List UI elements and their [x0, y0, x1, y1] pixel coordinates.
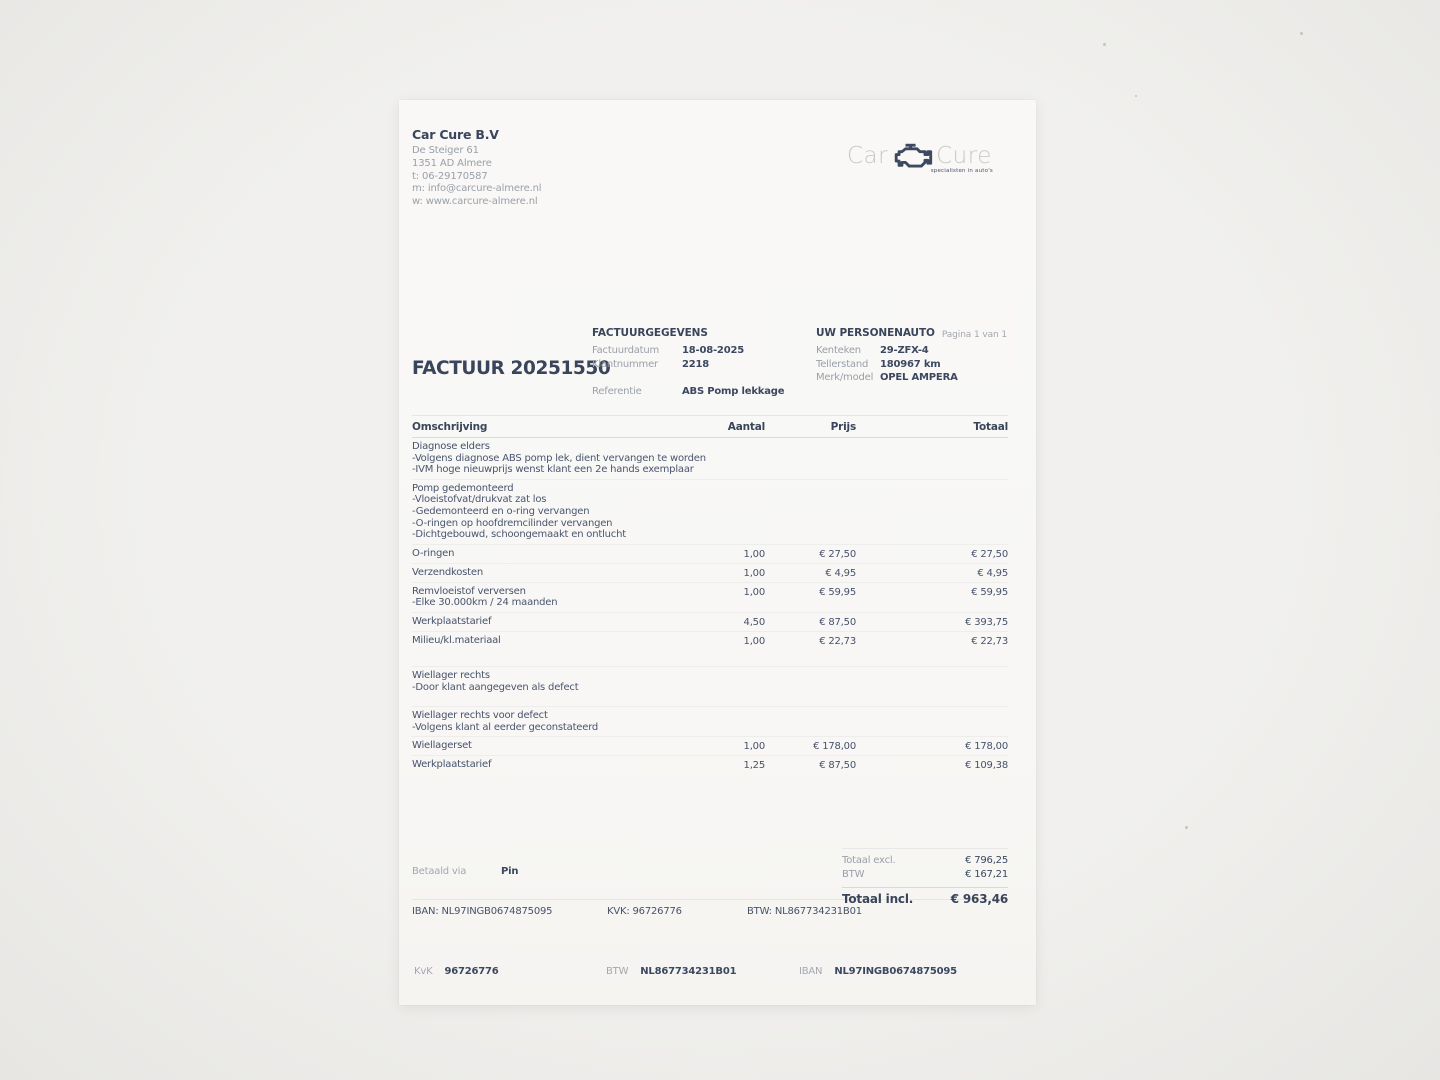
row-title: Verzendkosten	[412, 566, 483, 578]
field-value: 2218	[682, 358, 710, 370]
field-merkmodel	[816, 371, 1011, 385]
cell-aantal: 1,25	[743, 760, 765, 772]
website-line: w: www.carcure-almere.nl	[412, 196, 538, 208]
table-row	[412, 706, 1008, 736]
items-table	[412, 415, 1008, 774]
row-note: -Gedemonteerd en o-ring vervangen	[412, 505, 590, 517]
invoice-details-block	[592, 327, 812, 399]
paid-via-row	[412, 866, 518, 877]
table-row	[412, 582, 1008, 612]
btw-pair	[606, 966, 799, 977]
engine-icon	[889, 140, 935, 172]
field-label: Referentie	[592, 386, 642, 397]
cell-prijs: € 59,95	[819, 586, 856, 598]
address-line: 1351 AD Almere	[412, 157, 492, 169]
table-row	[412, 666, 1008, 696]
address-line: De Steiger 61	[412, 145, 479, 156]
row-note: -Door klant aangegeven als defect	[412, 681, 579, 693]
kvk-value: 96726776	[444, 966, 499, 977]
row-note: -Dichtgebouwd, schoongemaakt en ontlucht	[412, 529, 626, 541]
kvk-label: KvK	[414, 966, 433, 977]
row-note: -Volgens diagnose ABS pomp lek, dient vervangen te worden	[412, 452, 706, 464]
paid-via-value: Pin	[501, 866, 519, 877]
table-row	[412, 563, 1008, 582]
table-header-row	[412, 415, 1008, 438]
kvk-pair	[414, 966, 606, 977]
btw-label: BTW	[842, 868, 865, 880]
logo-word-car: Car	[847, 143, 889, 169]
logo-tagline: specialisten in auto's	[930, 168, 993, 174]
cell-prijs	[765, 670, 856, 693]
row-title: Wiellager rechts voor defect	[412, 710, 548, 722]
company-name: Car Cure B.V	[412, 127, 499, 142]
row-note: -Elke 30.000km / 24 maanden	[412, 597, 558, 609]
cell-aantal: 1,00	[743, 741, 765, 753]
dust-speck	[1185, 826, 1188, 829]
row-note: -IVM hoge nieuwprijs wenst klant een 2e hands exemplaar	[412, 464, 694, 476]
field-referentie	[592, 385, 812, 399]
iban-text: IBAN: NL97INGB0674875095	[412, 906, 553, 917]
field-factuurdatum	[592, 344, 812, 358]
cell-aantal: 1,00	[743, 567, 765, 579]
company-block	[412, 127, 541, 209]
row-note: -Volgens klant al eerder geconstateerd	[412, 721, 599, 733]
table-row	[412, 736, 1008, 755]
table-row	[412, 544, 1008, 563]
page-indicator: Pagina 1 van 1	[941, 330, 1007, 340]
cell-totaal: € 59,95	[971, 586, 1008, 598]
total-incl-label: Totaal incl.	[842, 892, 914, 906]
cell-totaal: € 109,38	[965, 760, 1008, 772]
field-label: Tellerstand	[816, 358, 869, 370]
table-row	[412, 631, 1008, 650]
cell-aantal: 1,00	[743, 586, 765, 598]
btw-label: BTW	[606, 966, 629, 977]
cell-prijs: € 22,73	[819, 635, 856, 647]
total-incl-value: € 963,46	[950, 892, 1008, 906]
row-title: Diagnose elders	[412, 441, 490, 452]
cell-totaal	[856, 483, 1008, 541]
column-header-prijs: Prijs	[830, 421, 856, 433]
invoice-title: FACTUUR 20251550	[412, 358, 611, 379]
cell-totaal: € 27,50	[971, 548, 1008, 560]
column-header-totaal: Totaal	[973, 421, 1008, 433]
vehicle-details-block	[816, 327, 1011, 385]
table-row	[412, 479, 1008, 544]
phone-line: t: 06-29170587	[412, 170, 488, 182]
row-title: O-ringen	[412, 547, 455, 559]
cell-prijs	[765, 483, 856, 541]
field-label: Merk/model	[816, 372, 874, 383]
cell-aantal	[685, 441, 765, 476]
cell-totaal: € 393,75	[965, 616, 1008, 628]
cell-prijs: € 178,00	[813, 741, 856, 753]
row-note: -O-ringen op hoofdremcilinder vervangen	[412, 517, 613, 529]
row-title: Milieu/kl.materiaal	[412, 634, 501, 646]
cell-totaal: € 178,00	[965, 741, 1008, 753]
row-title: Wiellagerset	[412, 740, 472, 752]
total-excl-label: Totaal excl.	[842, 855, 896, 866]
field-value: 29-ZFX-4	[880, 345, 929, 356]
cell-prijs: € 27,50	[819, 548, 856, 560]
email-line: m: info@carcure-almere.nl	[412, 183, 542, 195]
cell-totaal	[856, 670, 1008, 693]
cell-aantal: 1,00	[743, 548, 765, 560]
cell-totaal	[856, 441, 1008, 476]
cell-aantal: 1,00	[743, 635, 765, 647]
dust-speck	[1103, 43, 1106, 46]
row-title: Werkplaatstarief	[412, 615, 492, 627]
table-row	[412, 755, 1008, 774]
field-value: ABS Pomp lekkage	[682, 386, 785, 397]
field-label: Kenteken	[816, 345, 861, 356]
table-row	[412, 612, 1008, 631]
field-klantnummer	[592, 358, 812, 372]
dust-speck	[1300, 32, 1303, 35]
field-tellerstand	[816, 358, 1011, 372]
row-title: Wiellager rechts	[412, 669, 490, 681]
field-kenteken	[816, 344, 1011, 358]
btw-row	[842, 868, 1008, 882]
column-header-omschrijving: Omschrijving	[412, 421, 488, 433]
cell-aantal: 4,50	[743, 616, 765, 628]
iban-pair	[799, 966, 957, 977]
cell-aantal	[685, 670, 765, 693]
cell-totaal: € 22,73	[971, 635, 1008, 647]
column-header-aantal: Aantal	[727, 421, 765, 433]
cell-aantal	[685, 710, 765, 733]
iban-label: IBAN	[799, 966, 823, 977]
kvk-text: KVK: 96726776	[607, 906, 682, 917]
cell-totaal	[856, 710, 1008, 733]
paid-via-label: Betaald via	[412, 866, 467, 877]
dust-speck	[1135, 95, 1137, 97]
total-excl-row	[842, 854, 1008, 868]
cell-prijs: € 87,50	[819, 760, 856, 772]
bottom-registration-row	[414, 966, 1010, 977]
field-value: OPEL AMPERA	[880, 372, 958, 383]
cell-totaal: € 4,95	[977, 567, 1008, 579]
field-label: Factuurdatum	[592, 345, 660, 356]
row-note: -Vloeistofvat/drukvat zat los	[412, 494, 547, 506]
table-row	[412, 438, 1008, 479]
row-title: Pomp gedemonteerd	[412, 482, 514, 494]
invoice-details-heading: FACTUURGEGEVENS	[592, 327, 708, 339]
cell-prijs: € 4,95	[825, 567, 856, 579]
btw-text: BTW: NL867734231B01	[747, 906, 862, 917]
vehicle-details-heading: UW PERSONENAUTO	[816, 327, 935, 339]
row-title: Remvloeistof verversen	[412, 585, 526, 597]
iban-value: NL97INGB0674875095	[834, 966, 957, 977]
cell-prijs	[765, 441, 856, 476]
invoice-paper	[399, 100, 1036, 1005]
field-label: Klantnummer	[592, 358, 658, 370]
total-excl-value: € 796,25	[965, 855, 1008, 866]
car-cure-logo	[847, 140, 1007, 174]
cell-prijs: € 87,50	[819, 616, 856, 628]
row-title: Werkplaatstarief	[412, 759, 492, 771]
logo-word-cure: Cure	[936, 143, 992, 169]
btw-value: NL867734231B01	[640, 966, 737, 977]
field-value: 18-08-2025	[682, 345, 744, 356]
field-value: 180967 km	[880, 358, 941, 370]
registration-line	[412, 899, 1008, 917]
cell-prijs	[765, 710, 856, 733]
btw-value: € 167,21	[965, 868, 1008, 880]
cell-aantal	[685, 483, 765, 541]
